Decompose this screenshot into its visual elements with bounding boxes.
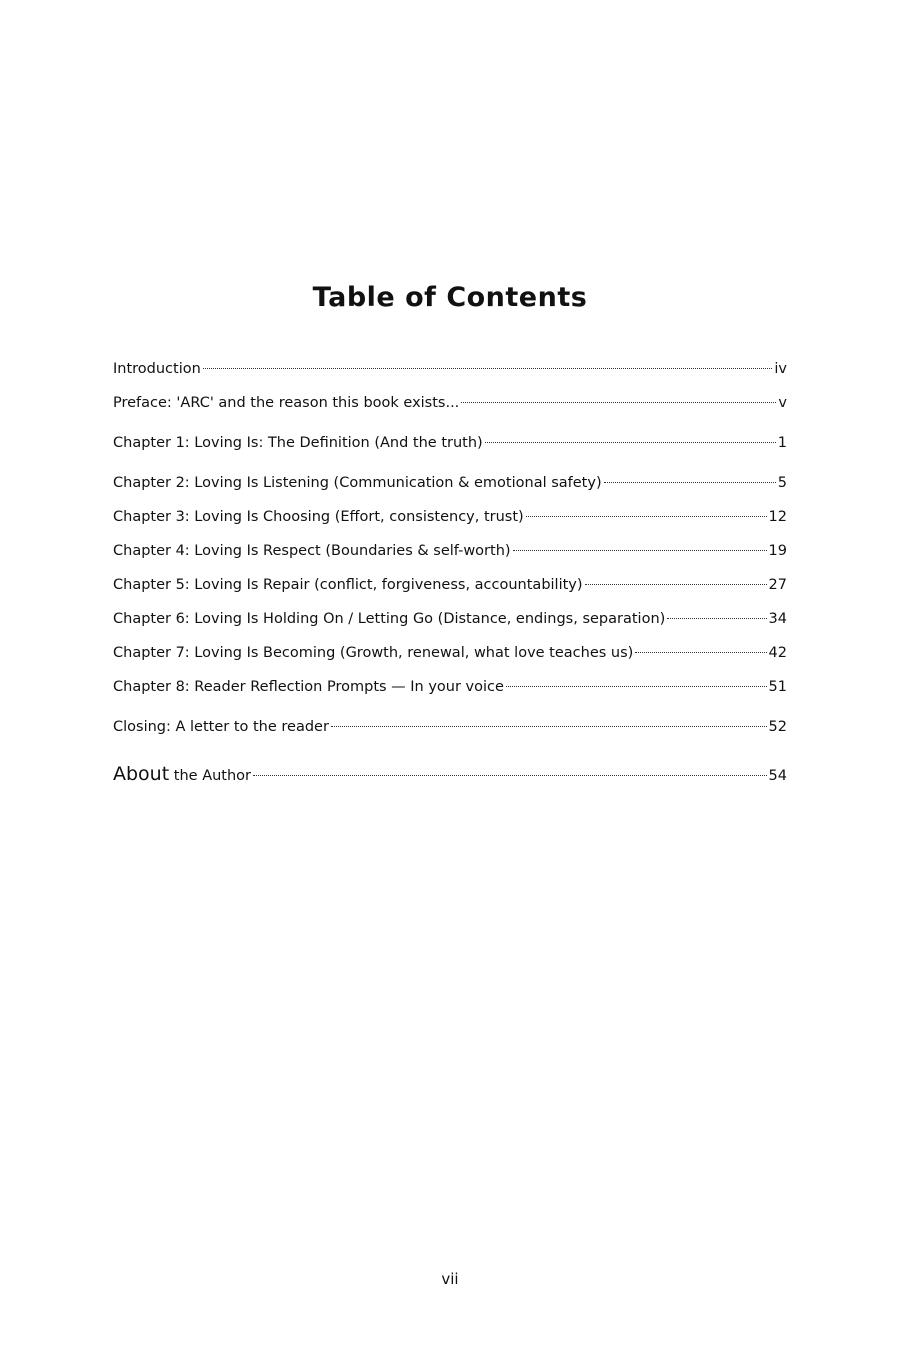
toc-entry-page: 52: [768, 719, 787, 735]
dot-leader: [203, 368, 773, 369]
dot-leader: [526, 516, 767, 517]
toc-entry-label: Chapter 2: Loving Is Listening (Communication & emotional safety): [113, 475, 602, 491]
page-number: vii: [441, 1270, 459, 1288]
toc-entry-chapter-3: [113, 504, 787, 538]
dot-leader: [461, 402, 776, 403]
dot-leader: [506, 686, 767, 687]
toc-entry-chapter-6: [113, 606, 787, 640]
toc-entry-chapter-2: [113, 470, 787, 504]
toc-entry-label-emphasis: About: [113, 763, 170, 785]
toc-entry-chapter-1: [113, 430, 787, 470]
toc-entry-page: 1: [777, 435, 787, 451]
toc-entry-label: Closing: A letter to the reader: [113, 719, 329, 735]
toc-entry-label: Chapter 7: Loving Is Becoming (Growth, renewal, what love teaches us): [113, 645, 634, 661]
toc-entry-about-the-author: [113, 761, 787, 795]
toc-entry-page: 5: [777, 475, 787, 491]
dot-leader: [331, 726, 767, 727]
toc-entry-label-rest: the Author: [169, 768, 252, 784]
toc-entry-label: Preface: 'ARC' and the reason this book exists...: [113, 395, 460, 411]
toc-entry-page: v: [778, 395, 787, 411]
toc-entry-page: 34: [768, 611, 787, 627]
toc-entry-preface: [113, 390, 787, 430]
toc-entry-closing: [113, 714, 787, 761]
toc-entry-page: 19: [768, 543, 787, 559]
toc-entry-introduction: [113, 356, 787, 390]
toc-entry-label: Chapter 8: Reader Reflection Prompts — In your voice: [113, 679, 504, 695]
dot-leader: [585, 584, 767, 585]
toc-entry-page: 51: [768, 679, 787, 695]
dot-leader: [604, 482, 776, 483]
page-title: Table of Contents: [312, 282, 588, 313]
toc-entry-page: 54: [768, 768, 787, 784]
toc-entry-page: iv: [774, 361, 787, 377]
toc-entry-label: Chapter 1: Loving Is: The Definition (And the truth): [113, 435, 483, 451]
toc-entry-label: Introduction: [113, 361, 201, 377]
toc-entry-label: [113, 761, 251, 789]
toc-entry-chapter-8: [113, 674, 787, 714]
toc-entry-label: Chapter 4: Loving Is Respect (Boundaries & self-worth): [113, 543, 511, 559]
toc-entry-chapter-7: [113, 640, 787, 674]
toc-entry-page: 27: [768, 577, 787, 593]
toc-entry-label: Chapter 5: Loving Is Repair (conflict, forgiveness, accountability): [113, 577, 583, 593]
table-of-contents: [113, 356, 787, 795]
toc-entry-page: 12: [768, 509, 787, 525]
dot-leader: [485, 442, 776, 443]
dot-leader: [513, 550, 767, 551]
dot-leader: [635, 652, 766, 653]
toc-entry-chapter-5: [113, 572, 787, 606]
toc-entry-label: Chapter 3: Loving Is Choosing (Effort, consistency, trust): [113, 509, 524, 525]
toc-entry-chapter-4: [113, 538, 787, 572]
toc-entry-label: Chapter 6: Loving Is Holding On / Letting Go (Distance, endings, separation): [113, 611, 666, 627]
toc-entry-page: 42: [768, 645, 787, 661]
dot-leader: [253, 775, 767, 776]
dot-leader: [667, 618, 766, 619]
